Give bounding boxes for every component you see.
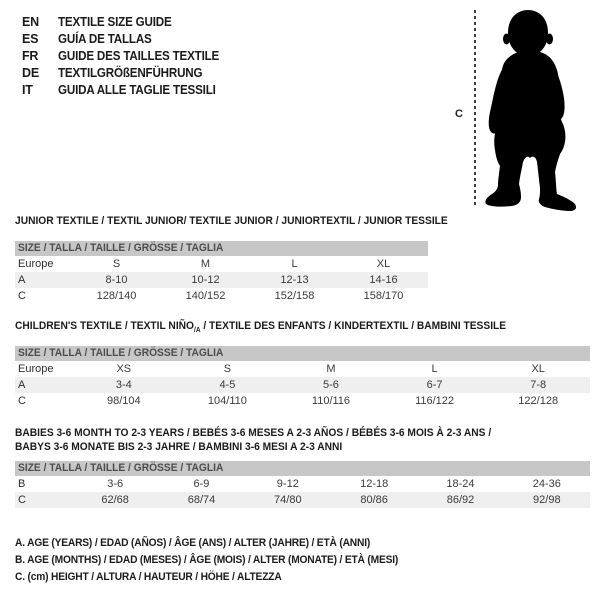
babies-size-table-section bbox=[15, 426, 590, 508]
row-label: Europe bbox=[18, 363, 54, 375]
cell: XS bbox=[116, 363, 132, 375]
lang-row-fr bbox=[22, 48, 231, 65]
cell: 158/170 bbox=[363, 290, 404, 302]
lang-row-en bbox=[22, 14, 231, 31]
cell: 140/152 bbox=[185, 290, 226, 302]
cell: 18-24 bbox=[446, 478, 475, 490]
lang-label: TEXTILGRÖßENFÜHRUNG bbox=[58, 66, 203, 80]
lang-code: ES bbox=[22, 32, 39, 46]
cell: M bbox=[326, 363, 336, 375]
table-row-age-months bbox=[15, 476, 590, 492]
cell: 8-10 bbox=[72, 272, 161, 288]
children-table-title-text: CHILDREN'S TEXTILE / TEXTIL $NIÑO_{/A}$ / TEXTILE DES ENFANTS / KINDERTEXTIL / BAMBINI TESSILE bbox=[15, 320, 507, 335]
size-header-bar bbox=[15, 241, 428, 256]
cell: XL bbox=[376, 258, 391, 270]
cell: 62/68 bbox=[72, 492, 158, 508]
cell: 68/74 bbox=[158, 492, 244, 508]
cell: 12-13 bbox=[250, 272, 339, 288]
cell: 104/110 bbox=[207, 395, 247, 407]
subscript: /A bbox=[194, 327, 201, 335]
babies-table-title-line1: BABIES 3-6 MONTH TO 2-3 YEARS / BEBÉS 3-6 MESES A 2-3 AÑOS / BÉBÉS 3-6 MOIS À 2-3 ANS / bbox=[15, 427, 492, 439]
lang-label: GUIDE DES TAILLES TEXTILE bbox=[58, 49, 220, 63]
cell: 6-7 bbox=[383, 377, 487, 393]
table-row-height-cm bbox=[15, 492, 590, 508]
footnote-c: C. (cm) HEIGHT / ALTURA / HAUTEUR / HÖHE / ALTEZZA bbox=[15, 571, 282, 583]
cell: 110/116 bbox=[311, 395, 351, 407]
cell: 7-8 bbox=[486, 377, 590, 393]
cell: 14-16 bbox=[339, 272, 428, 288]
cell: L bbox=[291, 258, 298, 270]
children-table-title bbox=[15, 320, 590, 346]
cell: 10-12 bbox=[161, 272, 250, 288]
toddler-silhouette bbox=[482, 8, 582, 213]
cell: 24-36 bbox=[532, 478, 561, 490]
lang-code: FR bbox=[22, 49, 39, 63]
table-row-europe bbox=[15, 256, 428, 272]
cell: 6-9 bbox=[193, 478, 210, 490]
cell: 9-12 bbox=[276, 478, 299, 490]
cell: 4-5 bbox=[176, 377, 280, 393]
footnotes bbox=[15, 535, 427, 586]
cell: 3-6 bbox=[107, 478, 124, 490]
cell: 98/104 bbox=[106, 395, 141, 407]
lang-code: EN bbox=[22, 15, 39, 29]
babies-table-title-line2: BABYS 3-6 MONATE BIS 2-3 JAHRE / BAMBINI 3-6 MESI A 2-3 ANNI bbox=[15, 441, 343, 453]
cell: 3-4 bbox=[72, 377, 176, 393]
size-header-bar bbox=[15, 346, 590, 361]
table-row-europe bbox=[15, 361, 590, 377]
footnote-b: B. AGE (MONTHS) / EDAD (MESES) / ÂGE (MOIS) / ALTER (MONATE) / ETÀ (MESI) bbox=[15, 554, 399, 566]
babies-size-table bbox=[15, 476, 590, 508]
cell: 86/92 bbox=[417, 492, 503, 508]
children-size-table-section bbox=[15, 320, 590, 409]
row-label: C bbox=[18, 395, 26, 407]
junior-size-table-section bbox=[15, 215, 448, 304]
lang-code: IT bbox=[22, 83, 33, 97]
table-row-height-cm bbox=[15, 393, 590, 409]
row-label: B bbox=[18, 478, 26, 490]
language-header bbox=[22, 14, 231, 99]
babies-table-title bbox=[15, 426, 590, 461]
lang-code: DE bbox=[22, 66, 39, 80]
size-header-text: SIZE / TALLA / TAILLE / GRÖSSE / TAGLIA bbox=[18, 347, 224, 359]
lang-row-de bbox=[22, 65, 231, 82]
cell: L bbox=[431, 363, 438, 375]
junior-table-title-text: JUNIOR TEXTILE / TEXTIL JUNIOR/ TEXTILE JUNIOR / JUNIORTEXTIL / JUNIOR TESSILE bbox=[15, 215, 448, 227]
size-header-bar bbox=[15, 461, 590, 476]
height-marker-label: C bbox=[455, 108, 463, 120]
size-header-text: SIZE / TALLA / TAILLE / GRÖSSE / TAGLIA bbox=[18, 462, 224, 474]
cell: 12-18 bbox=[360, 478, 389, 490]
lang-label: TEXTILE SIZE GUIDE bbox=[58, 15, 172, 29]
cell: S bbox=[223, 363, 232, 375]
height-measure-dashed-line bbox=[474, 10, 476, 206]
footnote-a: A. AGE (YEARS) / EDAD (AÑOS) / ÂGE (ANS) / ALTER (JAHRE) / ETÀ (ANNI) bbox=[15, 537, 371, 549]
table-row-height-cm bbox=[15, 288, 428, 304]
cell: 92/98 bbox=[504, 492, 590, 508]
cell: S bbox=[112, 258, 121, 270]
cell: 74/80 bbox=[245, 492, 331, 508]
size-header-text: SIZE / TALLA / TAILLE / GRÖSSE / TAGLIA bbox=[18, 242, 224, 254]
row-label: A bbox=[15, 377, 72, 393]
row-label: C bbox=[15, 492, 72, 508]
table-row-age-years bbox=[15, 272, 428, 288]
table-row-age-years bbox=[15, 377, 590, 393]
row-label: C bbox=[18, 290, 26, 302]
junior-size-table bbox=[15, 256, 428, 304]
row-label: A bbox=[15, 272, 72, 288]
junior-table-title bbox=[15, 215, 448, 241]
cell: 80/86 bbox=[331, 492, 417, 508]
cell: 152/158 bbox=[274, 290, 315, 302]
lang-row-it bbox=[22, 82, 231, 99]
lang-label: GUÍA DE TALLAS bbox=[58, 32, 152, 46]
row-label: Europe bbox=[18, 258, 54, 270]
cell: XL bbox=[531, 363, 545, 375]
lang-label: GUIDA ALLE TAGLIE TESSILI bbox=[58, 83, 216, 97]
lang-row-es bbox=[22, 31, 231, 48]
cell: M bbox=[200, 258, 211, 270]
cell: 116/122 bbox=[415, 395, 455, 407]
cell: 5-6 bbox=[279, 377, 383, 393]
children-size-table bbox=[15, 361, 590, 409]
cell: 128/140 bbox=[96, 290, 137, 302]
cell: 122/128 bbox=[518, 395, 559, 407]
